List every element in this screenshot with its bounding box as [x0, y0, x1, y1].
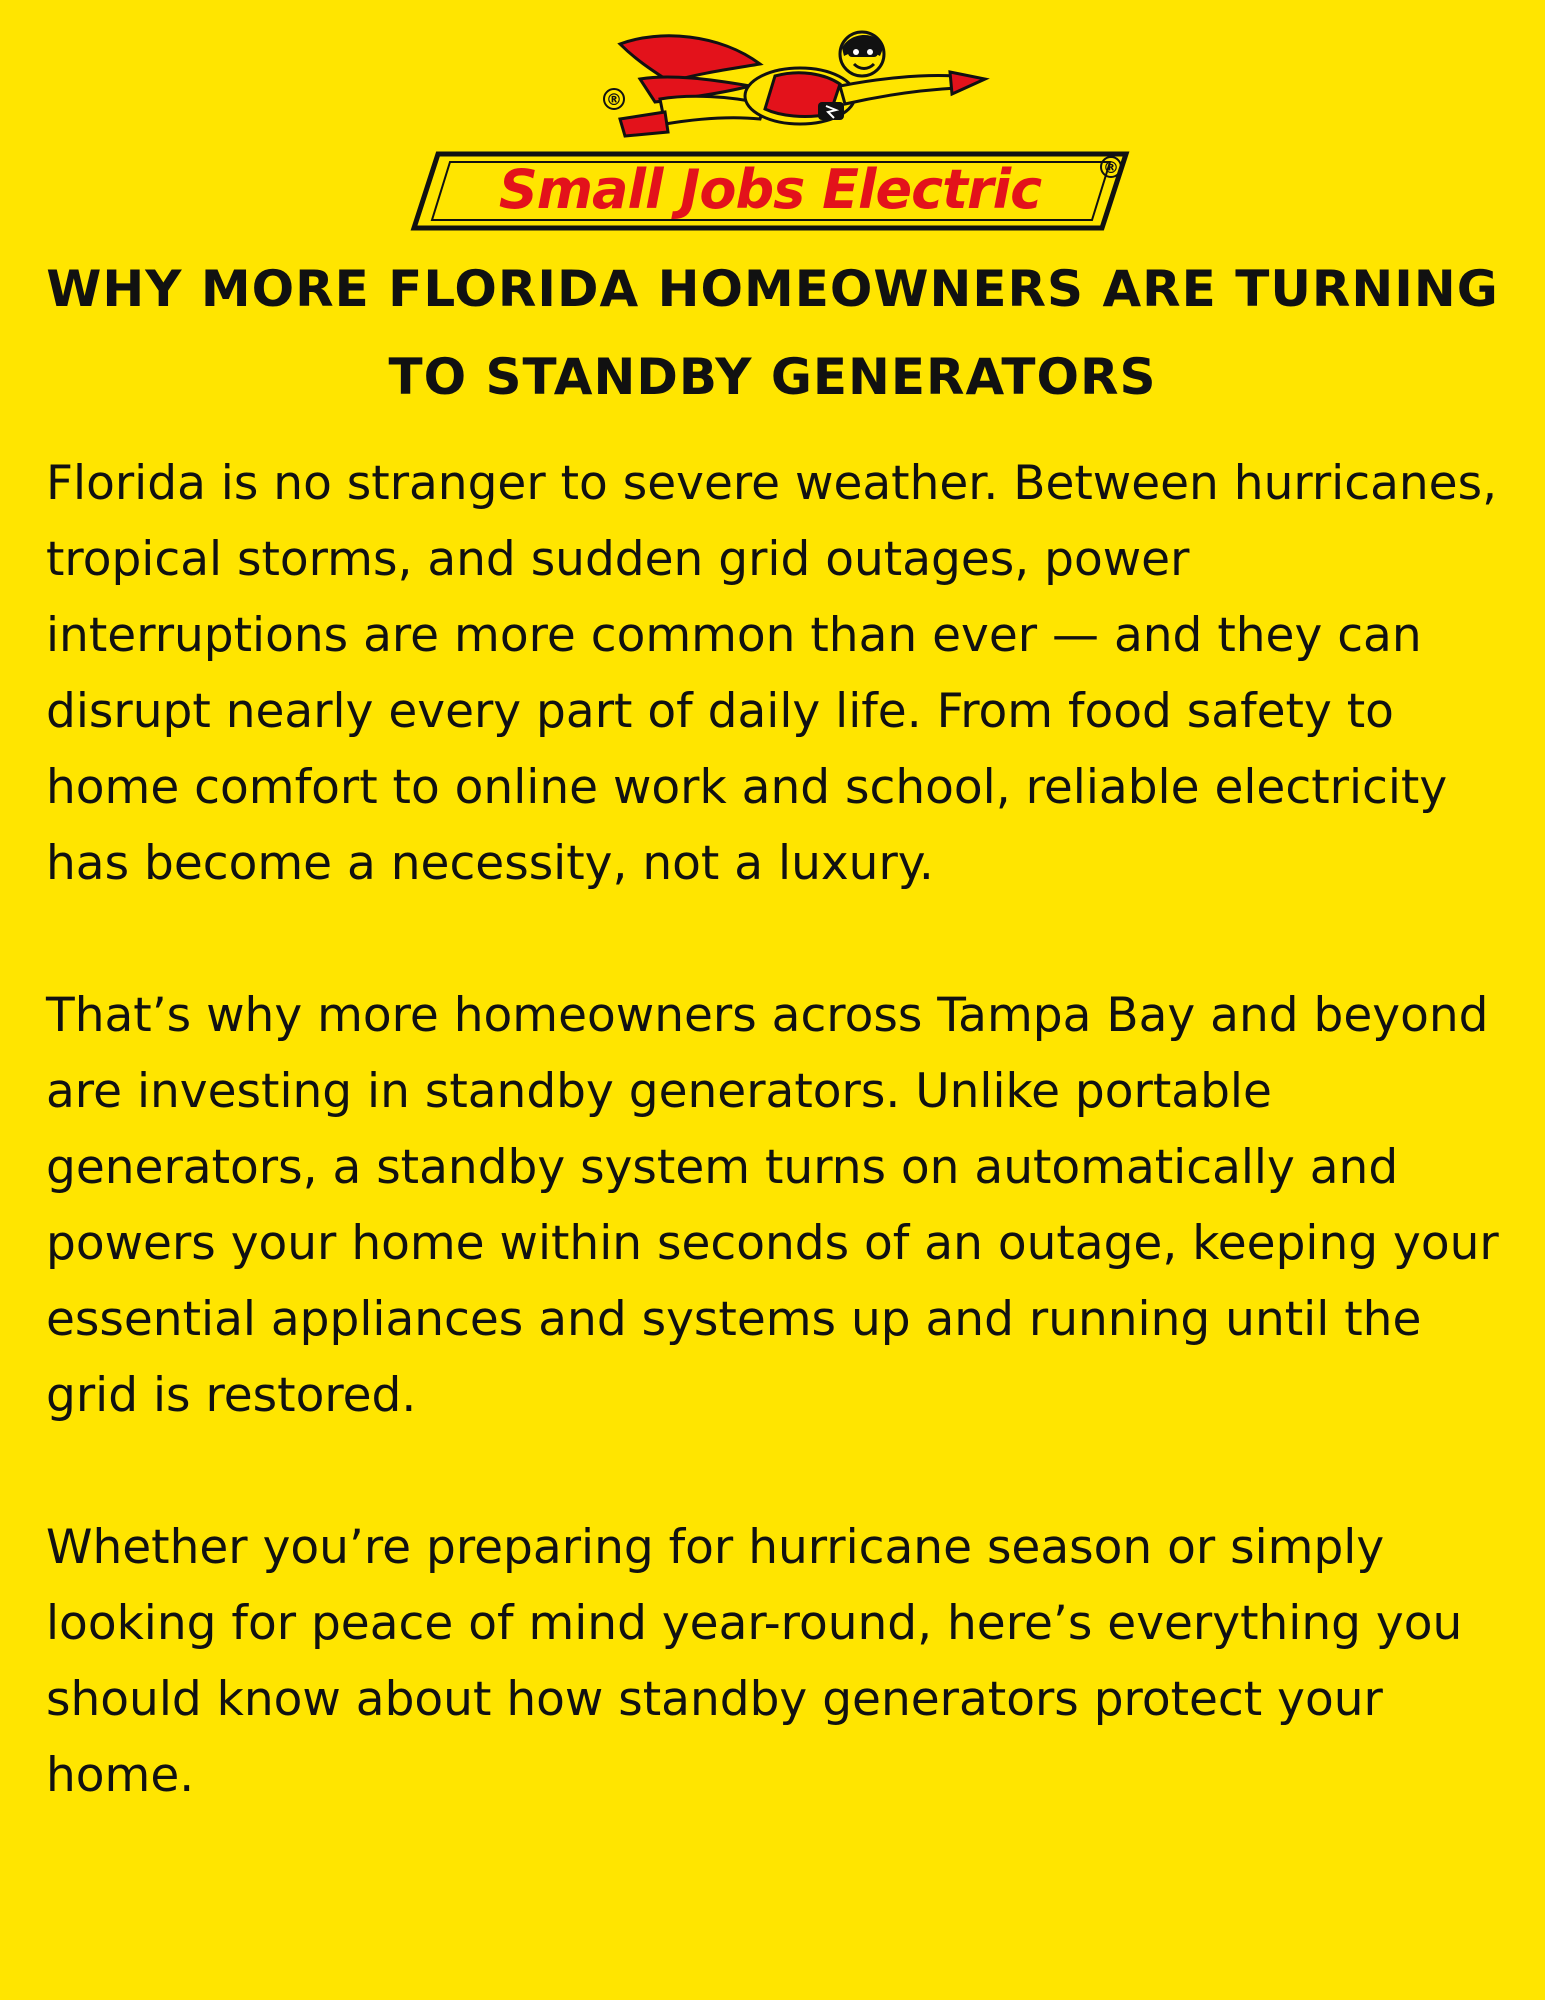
mascot-illustration — [600, 24, 995, 144]
registered-mark-icon: ® — [1100, 156, 1122, 178]
article-body — [46, 446, 1506, 1890]
paragraph: That’s why more homeowners across Tampa Bay and beyond are investing in standby generators. Unlike portable generators, a standby system turns on automatically and powers your home within seconds of an outage, keeping your essential appliances and systems up and running until the grid is restored. — [46, 988, 1499, 1423]
paragraph: Florida is no stranger to severe weather. Between hurricanes, tropical storms, and sudden grid outages, power interruptions are more common than ever — and they can disrupt nearly every part of daily life. From food safety to home comfort to online work and school, reliable electricity has become a necessity, not a luxury. — [46, 456, 1498, 891]
page-title: WHY MORE FLORIDA HOMEOWNERS ARE TURNING TO STANDBY GENERATORS — [46, 260, 1499, 406]
registered-mark-icon: ® — [603, 88, 625, 110]
brand-name: Small Jobs Electric — [498, 158, 1042, 221]
brand-logo — [0, 0, 1545, 250]
paragraph: Whether you’re preparing for hurricane season or simply looking for peace of mind year-round, here’s everything you should know about how standby generators protect your home. — [46, 1520, 1463, 1803]
brand-wordmark — [410, 150, 1130, 232]
